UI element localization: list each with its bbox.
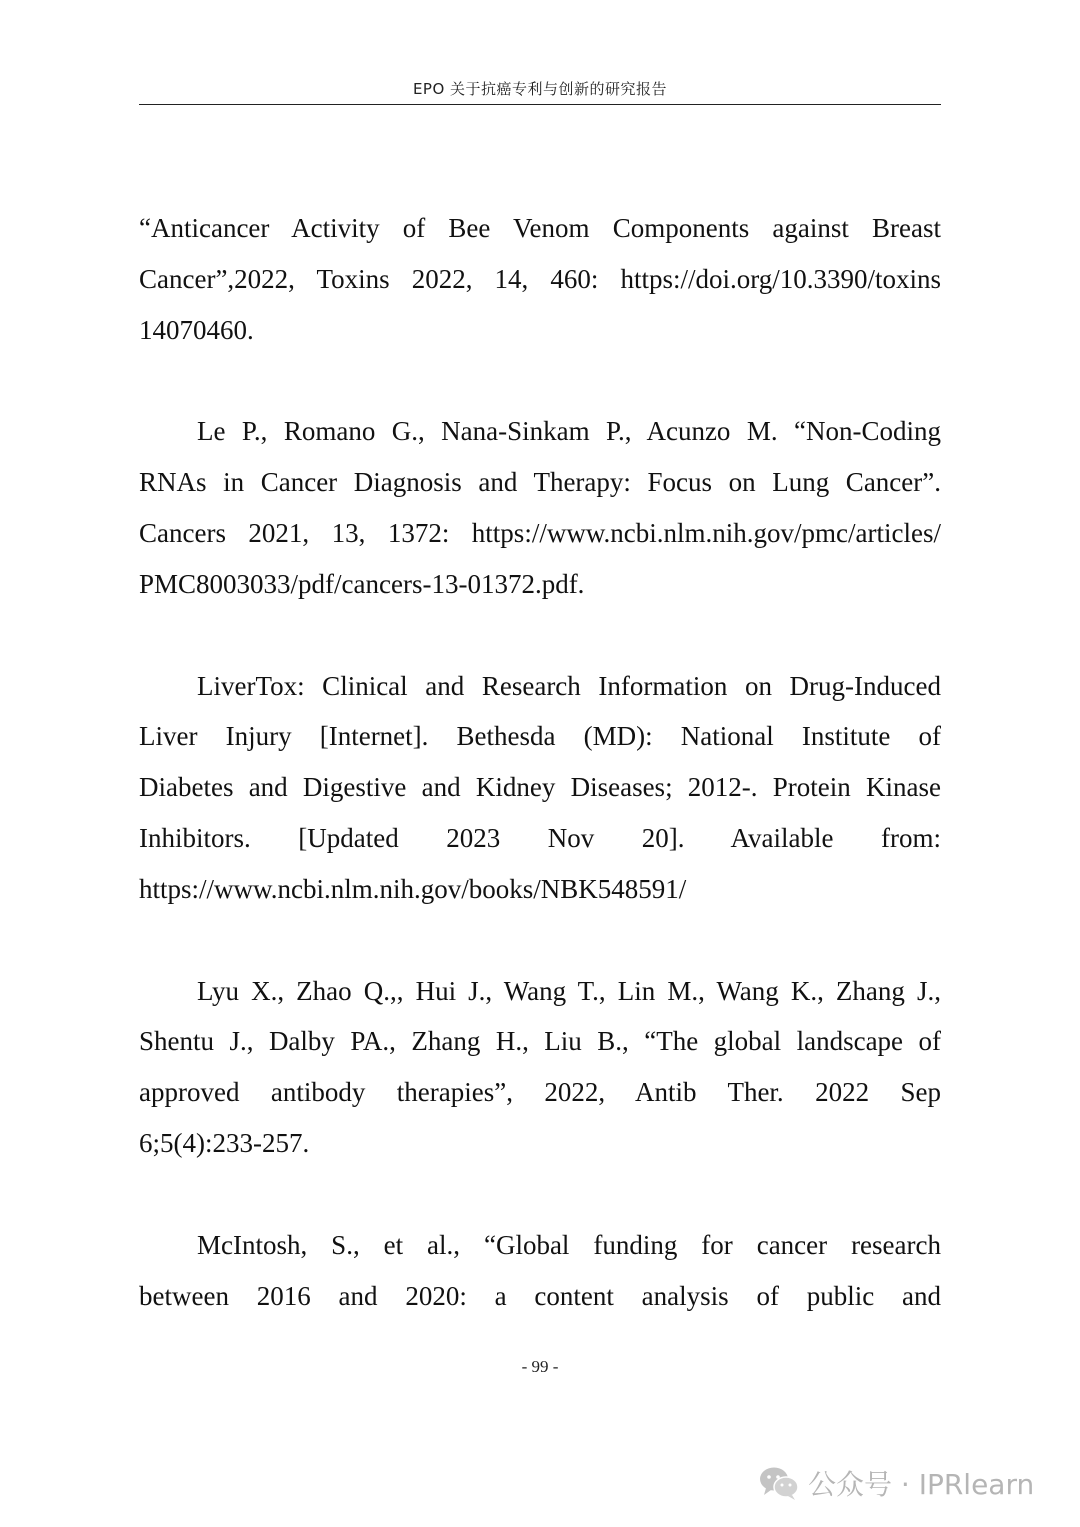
reference-line: Diabetes and Digestive and Kidney Diseases; 2012-. Protein Kinase: [139, 772, 941, 803]
reference-line: Cancer”,2022, Toxins 2022, 14, 460: https://doi.org/10.3390/toxins: [139, 263, 941, 294]
watermark-text: 公众号 · IPRlearn: [808, 1468, 1035, 1501]
reference-line: McIntosh, S., et al., “Global funding for cancer research: [197, 1229, 941, 1260]
reference-line: “Anticancer Activity of Bee Venom Components against Breast: [139, 213, 941, 243]
reference-line: between 2016 and 2020: a content analysis of public and: [139, 1280, 941, 1311]
reference-line: 6;5(4):233-257.: [139, 1127, 310, 1158]
reference-line: LiverTox: Clinical and Research Information on Drug-Induced: [197, 670, 941, 701]
reference-line: Shentu J., Dalby PA., Zhang H., Liu B., “The global landscape of: [139, 1026, 941, 1057]
watermark: [758, 1463, 1034, 1503]
reference-line: Cancers 2021, 13, 1372: https://www.ncbi.nlm.nih.gov/pmc/articles/: [139, 517, 941, 548]
reference-line: 14070460.: [139, 314, 254, 345]
reference-line: Inhibitors. [Updated 2023 Nov 20]. Available from:: [139, 822, 941, 853]
reference-entry: [139, 203, 941, 355]
reference-entry: [139, 966, 941, 1169]
reference-line: RNAs in Cancer Diagnosis and Therapy: Focus on Lung Cancer”.: [139, 467, 941, 498]
reference-line: https://www.ncbi.nlm.nih.gov/books/NBK548591/: [139, 873, 687, 904]
reference-entry: [139, 1220, 941, 1322]
wechat-icon: [758, 1465, 800, 1501]
reference-list: [139, 203, 941, 1372]
reference-line: PMC8003033/pdf/cancers-13-01372.pdf.: [139, 568, 585, 599]
reference-line: Lyu X., Zhao Q.,, Hui J., Wang T., Lin M., Wang K., Zhang J.,: [197, 975, 941, 1006]
header-divider: [139, 104, 941, 105]
page-number: - 99 -: [521, 1357, 559, 1376]
running-header: EPO 关于抗癌专利与创新的研究报告: [412, 80, 668, 98]
reference-line: Le P., Romano G., Nana-Sinkam P., Acunzo M. “Non-Coding: [197, 416, 941, 447]
reference-line: approved antibody therapies”, 2022, Antib Ther. 2022 Sep: [139, 1077, 941, 1108]
reference-entry: [139, 406, 941, 609]
reference-entry: [139, 661, 941, 915]
reference-line: Liver Injury [Internet]. Bethesda (MD): National Institute of: [139, 721, 941, 752]
